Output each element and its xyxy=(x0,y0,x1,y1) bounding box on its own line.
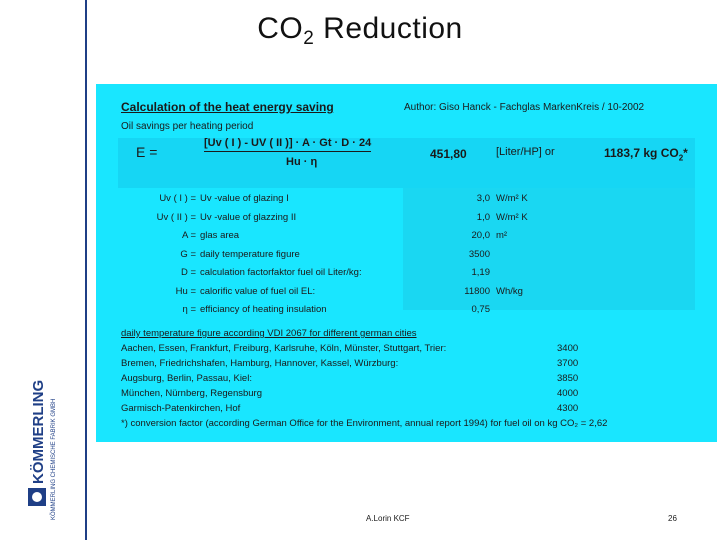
variable-unit: Wh/kg xyxy=(496,285,523,297)
footer-author: A.Lorin KCF xyxy=(366,514,410,523)
variable-unit: W/m² K xyxy=(496,193,528,204)
city-temperature-figure: 3400 xyxy=(557,343,579,354)
variable-description: daily temperature figure xyxy=(200,248,300,260)
variable-description: efficiancy of heating insulation xyxy=(200,304,327,315)
co2-subscript: 2 xyxy=(678,153,684,163)
variable-description: Uv -value of glazing I xyxy=(200,193,289,204)
variable-description: Uv -value of glazzing II xyxy=(200,211,297,223)
logo-tagline: KÖMMERLING CHEMISCHE FABRIK GMBH xyxy=(51,398,57,520)
variable-value: 20,0 xyxy=(471,230,490,241)
variable-symbol: Uv ( II ) = xyxy=(156,211,196,223)
slide-title xyxy=(0,12,720,50)
result-unit: [Liter/HP] or xyxy=(496,146,555,158)
slide-title-subscript: 2 xyxy=(303,28,315,49)
city-temperature-figure: 3700 xyxy=(557,358,579,369)
conversion-footnote: *) conversion factor (according German Office for the Environment, annual report 1994) for fuel oil on kg CO₂ = 2,62 xyxy=(121,418,608,429)
slide-title-rest: Reduction xyxy=(314,12,463,45)
author-line: Author: Giso Hanck - Fachglas MarkenKreis / 10-2002 xyxy=(404,102,645,113)
calc-heading: Calculation of the heat energy saving xyxy=(121,100,334,114)
co2-value: 1183,7 kg CO xyxy=(604,146,679,160)
city-temperature-figure: 4000 xyxy=(557,388,579,399)
city-group: München, Nürnberg, Regensburg xyxy=(121,388,263,399)
calc-subtitle: Oil savings per heating period xyxy=(121,121,254,132)
variable-description: calorific value of fuel oil EL: xyxy=(200,285,316,297)
city-group: Augsburg, Berlin, Passau, Kiel: xyxy=(121,373,252,384)
variable-value: 3500 xyxy=(468,248,490,260)
page-number: 26 xyxy=(668,514,677,523)
city-temperature-figure: 3850 xyxy=(557,373,579,384)
variable-symbol: D = xyxy=(180,267,196,278)
variable-symbol: η = xyxy=(182,304,196,315)
variable-unit: m² xyxy=(496,230,508,241)
city-group: Garmisch-Patenkirchen, Hof xyxy=(121,403,241,414)
variable-value: 1,0 xyxy=(476,211,490,223)
brand-logo xyxy=(22,360,72,526)
result-liters: 451,80 xyxy=(430,147,467,161)
variable-description: glas area xyxy=(200,230,240,241)
variable-value: 1,19 xyxy=(471,267,490,278)
variable-unit: W/m² K xyxy=(496,211,528,223)
variable-symbol: A = xyxy=(182,230,196,241)
slide-title-main: CO xyxy=(257,12,304,45)
logo-wordmark: KÖMMERLING xyxy=(30,379,47,484)
variable-symbol: Hu = xyxy=(175,285,196,297)
variable-value: 3,0 xyxy=(476,193,490,204)
cities-heading: daily temperature figure according VDI 2067 for different german cities xyxy=(121,328,417,339)
variable-symbol: Uv ( I ) = xyxy=(159,193,196,204)
city-temperature-figure: 4300 xyxy=(557,403,579,414)
formula-denominator: Hu · η xyxy=(286,156,318,168)
variable-symbol: G = xyxy=(180,248,196,260)
brand-rule xyxy=(85,0,87,540)
result-co2 xyxy=(604,146,688,162)
formula-numerator: [Uv ( I ) - UV ( II )] · A · Gt · D · 24 xyxy=(204,137,371,152)
variable-value: 11800 xyxy=(464,285,490,297)
variable-value: 0,75 xyxy=(471,304,490,315)
city-group: Bremen, Friedrichshafen, Hamburg, Hannover, Kassel, Würzburg: xyxy=(121,358,399,369)
co2-footnote-mark: * xyxy=(683,146,688,160)
city-group: Aachen, Essen, Frankfurt, Freiburg, Karlsruhe, Köln, Münster, Stuttgart, Trier: xyxy=(121,343,447,354)
variable-description: calculation factorfaktor fuel oil Liter/kg: xyxy=(200,267,362,278)
formula-lhs: E = xyxy=(136,144,158,160)
